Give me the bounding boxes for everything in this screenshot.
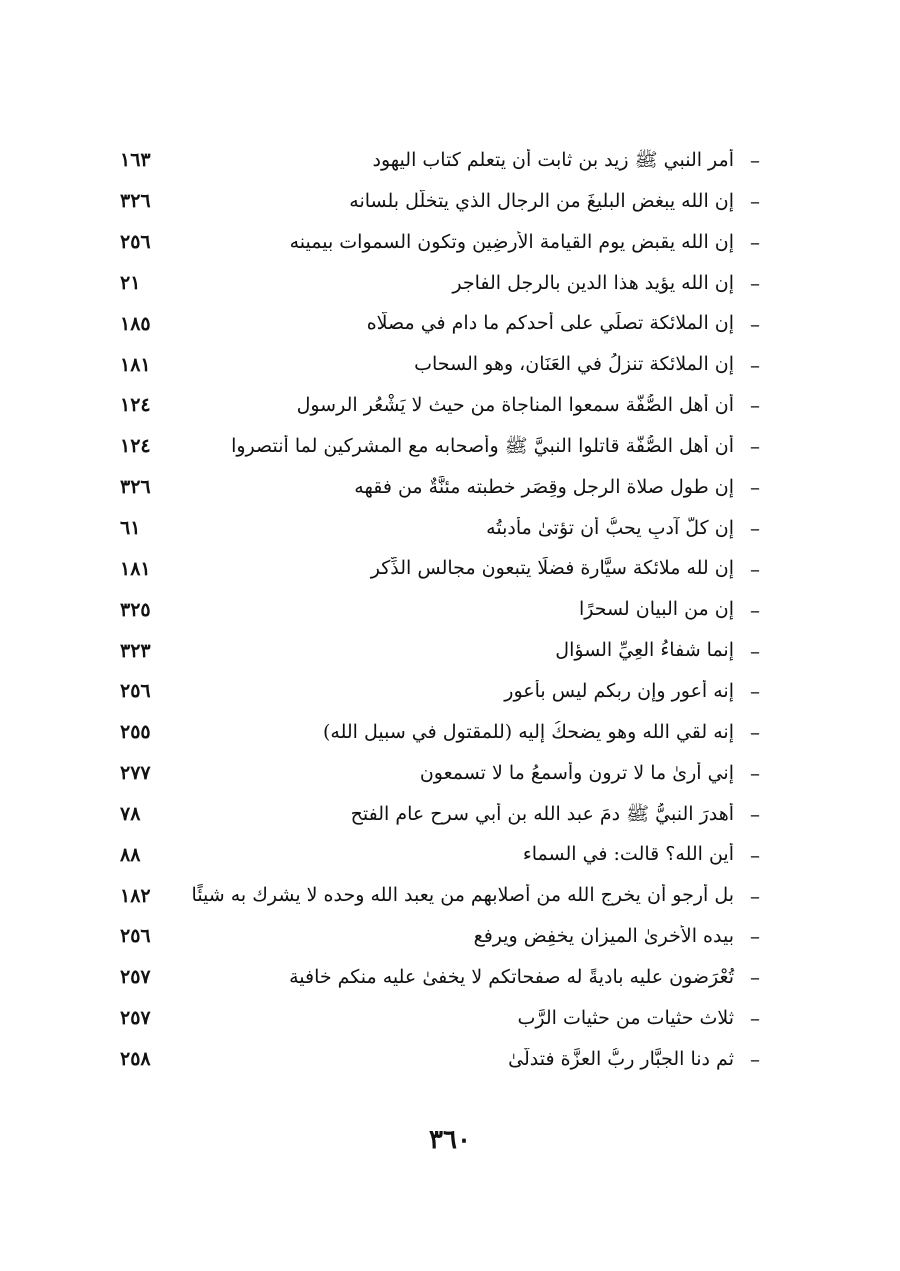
page-reference: ٢٥٦ (120, 231, 151, 254)
index-entry (120, 712, 770, 753)
index-entry (120, 508, 770, 549)
page-reference: ٣٢٦ (120, 476, 151, 499)
hadith-text: أن أهل الصُّفَّة سمعوا المناجاة من حيث لا يَشْعُر الرسول (296, 394, 734, 417)
hadith-text: بيده الأخرىٰ الميزان يخفِض ويرفع (473, 925, 734, 948)
page-reference: ٢١ (120, 271, 141, 294)
hadith-text: إن كلَّ آدبٍ يحبُّ أن تؤتىٰ مأدبتُه (486, 516, 734, 539)
page-reference: ١٢٤ (120, 435, 151, 458)
hadith-text: ثلاث حثيات من حثيات الرَّب (517, 1006, 734, 1029)
entry-dash: – (750, 965, 760, 990)
entry-dash: – (750, 475, 760, 500)
entry-dash: – (750, 393, 760, 418)
page-reference: ٢٧٧ (120, 762, 151, 785)
hadith-text: إن الله يبغض البليغَ من الرجال الذي يتخلَّل بلسانه (349, 189, 734, 212)
hadith-text: إنما شفاءُ العِيِّ السؤال (555, 639, 734, 662)
page-number: ٣٦٠ (429, 1125, 471, 1155)
index-entry (120, 916, 770, 957)
entry-dash: – (750, 1006, 760, 1031)
hadith-text: أمر النبي ﷺ زيد بن ثابت أن يتعلم كتاب اليهود (372, 149, 734, 172)
page-reference: ٢٥٧ (120, 966, 151, 989)
entry-dash: – (750, 434, 760, 459)
entry-dash: – (750, 761, 760, 786)
hadith-text: إن من البيان لسحرًا (578, 598, 734, 621)
entry-dash: – (750, 1046, 760, 1071)
entry-dash: – (750, 801, 760, 826)
entry-dash: – (750, 311, 760, 336)
page-reference: ٢٥٨ (120, 1047, 151, 1070)
entry-dash: – (750, 148, 760, 173)
hadith-text: إن لله ملائكة سيَّارة فضلًا يتبعون مجالس الذِّكر (370, 557, 734, 580)
index-entry (120, 467, 770, 508)
page-reference: ٨٨ (120, 843, 141, 866)
hadith-text: أن أهل الصُّفَّة قاتلوا النبيَّ ﷺ وأصحابه مع المشركين لما أنتصروا (231, 434, 734, 457)
page-reference: ١٦٣ (120, 149, 151, 172)
hadith-text: تُعْرَضون عليه باديةً له صفحاتكم لا يخفىٰ عليه منكم خافية (289, 965, 734, 988)
hadith-text: إن الملائكة تنزلُ في العَنَان، وهو السحاب (414, 353, 734, 376)
page-reference: ٢٥٧ (120, 1007, 151, 1030)
hadith-text: أين الله؟ قالت: في السماء (522, 843, 734, 866)
entry-dash: – (750, 924, 760, 949)
page-reference: ١٨٢ (120, 884, 151, 907)
entry-dash: – (750, 842, 760, 867)
index-entry (120, 630, 770, 671)
hadith-text: إني أرىٰ ما لا ترون وأسمعُ ما لا تسمعون (419, 761, 734, 784)
hadith-text: إن طول صلاة الرجل وقِصَر خطبته مئنَّةٌ من فقهه (354, 475, 734, 498)
entry-dash: – (750, 230, 760, 255)
page-reference: ٢٥٦ (120, 925, 151, 948)
index-entry (120, 426, 770, 467)
entry-dash: – (750, 270, 760, 295)
index-entry (120, 222, 770, 263)
page-reference: ٣٢٥ (120, 598, 151, 621)
index-entry (120, 548, 770, 589)
hadith-text: إن الله يقبض يوم القيامة الأرضِين وتكون السموات بيمينه (289, 230, 734, 253)
hadith-text: بل أرجو أن يخرج الله من أصلابهم من يعبد الله وحده لا يشرك به شيئًا (191, 884, 734, 907)
page-reference: ٣٢٦ (120, 190, 151, 213)
index-entry (120, 794, 770, 835)
index-entry (120, 875, 770, 916)
page-reference: ١٢٤ (120, 394, 151, 417)
entry-dash: – (750, 638, 760, 663)
index-entry (120, 385, 770, 426)
entry-dash: – (750, 597, 760, 622)
page-reference: ١٨١ (120, 353, 151, 376)
page-reference: ٢٥٥ (120, 721, 151, 744)
index-entry (120, 303, 770, 344)
index-entry (120, 344, 770, 385)
hadith-text: ثم دنا الجبَّار ربُّ العزَّة فتدلَّىٰ (508, 1047, 734, 1070)
index-entry (120, 1039, 770, 1080)
index-entry (120, 998, 770, 1039)
hadith-text: إنه أعور وإن ربكم ليس بأعور (504, 679, 734, 702)
entry-dash: – (750, 883, 760, 908)
entry-dash: – (750, 720, 760, 745)
entry-dash: – (750, 556, 760, 581)
index-entry (120, 263, 770, 304)
hadith-text: إن الله يؤيد هذا الدين بالرجل الفاجر (452, 271, 734, 294)
hadith-text: أهدرَ النبيُّ ﷺ دمَ عبد الله بن أبي سرح عام الفتح (350, 802, 734, 825)
index-entry (120, 957, 770, 998)
index-entry (120, 671, 770, 712)
page-reference: ٦١ (120, 517, 141, 540)
page-reference: ٢٥٦ (120, 680, 151, 703)
index-entry (120, 753, 770, 794)
entry-dash: – (750, 352, 760, 377)
index-entry (120, 181, 770, 222)
index-entry (120, 140, 770, 181)
entry-dash: – (750, 189, 760, 214)
page-reference: ٧٨ (120, 802, 141, 825)
index-entry (120, 589, 770, 630)
page-reference: ١٨١ (120, 557, 151, 580)
page-reference: ١٨٥ (120, 312, 151, 335)
hadith-text: إنه لقي الله وهو يضحكُ إليه (للمقتول في سبيل الله) (322, 720, 734, 743)
entry-dash: – (750, 679, 760, 704)
page-reference: ٣٢٣ (120, 639, 151, 662)
hadith-index-list (120, 140, 770, 1079)
hadith-text: إن الملائكة تصلِّي على أحدكم ما دام في مصلَّاه (366, 312, 734, 335)
index-entry (120, 834, 770, 875)
entry-dash: – (750, 516, 760, 541)
